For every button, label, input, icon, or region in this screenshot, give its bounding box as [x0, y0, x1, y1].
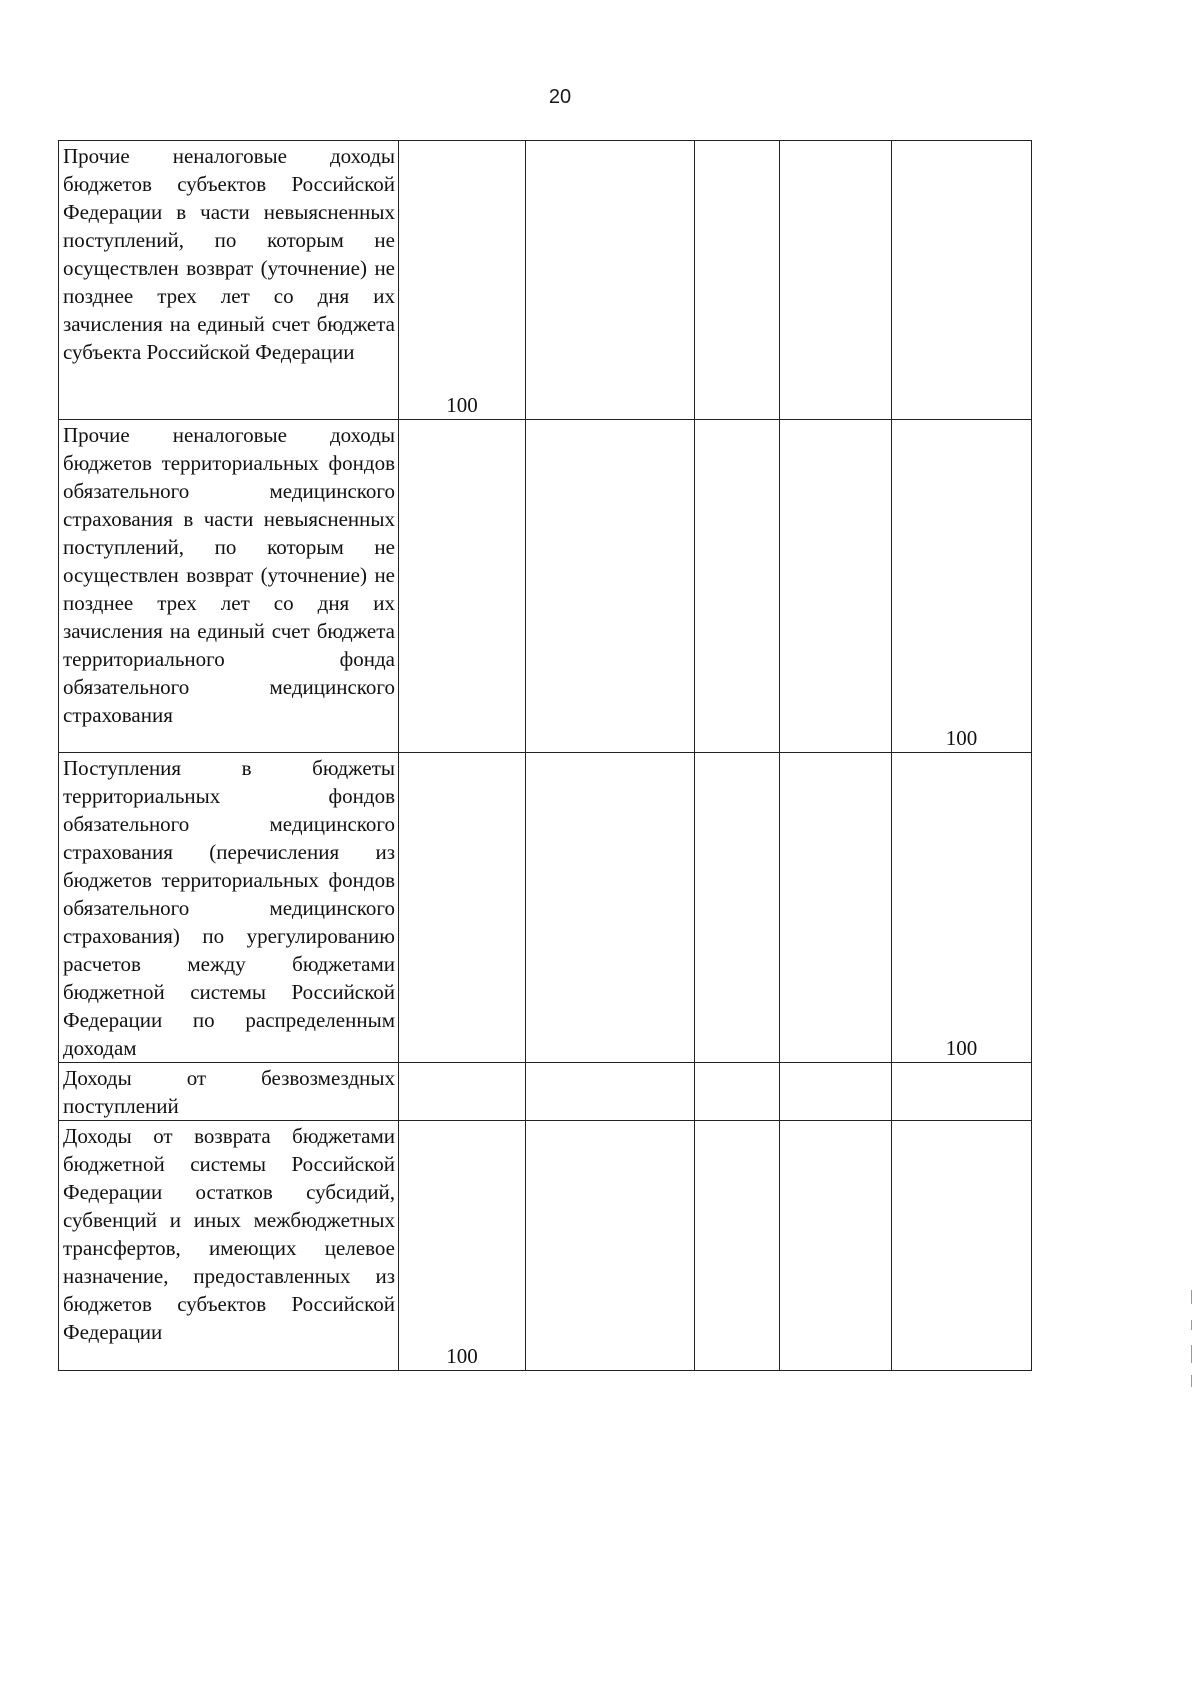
norm-value-cell [526, 753, 695, 1063]
scan-artifact-mark [1191, 1375, 1192, 1387]
norm-value-cell: 100 [892, 753, 1032, 1063]
norm-value-cell [892, 1121, 1032, 1371]
norm-value-cell [695, 1063, 780, 1121]
scan-artifact-mark [1191, 1290, 1192, 1304]
norm-value-cell [780, 753, 892, 1063]
budget-revenue-table [58, 140, 1032, 1371]
norm-value-cell [526, 141, 695, 420]
norm-value-cell [695, 420, 780, 753]
norm-value-cell [526, 420, 695, 753]
norm-value-cell [695, 141, 780, 420]
norm-value-cell [695, 1121, 780, 1371]
norm-value-cell [892, 141, 1032, 420]
norm-value-cell [526, 1063, 695, 1121]
norm-value-cell [399, 1063, 526, 1121]
table-row [59, 420, 1032, 753]
norm-value-cell [695, 753, 780, 1063]
norm-value-cell [399, 420, 526, 753]
revenue-description-cell: Прочие неналоговые доходы бюджетов территориальных фондов обязательного медицинского страхования в части невыясненных поступлений, по которым не осуществлен возврат (уточнение) не позднее трех лет со дня их зачисления на единый счет бюджета территориального фонда обязательного медицинского страхования [59, 420, 399, 753]
table-row [59, 1121, 1032, 1371]
norm-value-cell [780, 420, 892, 753]
page-number: 20 [548, 86, 572, 108]
revenue-description-cell: Поступления в бюджеты территориальных фондов обязательного медицинского страхования (перечисления из бюджетов территориальных фондов обязательного медицинского страхования) по урегулированию расчетов между бюджетами бюджетной системы Российской Федерации по распределенным доходам [59, 753, 399, 1063]
norm-value-cell [780, 141, 892, 420]
norm-value-cell [780, 1121, 892, 1371]
norm-value-cell [780, 1063, 892, 1121]
table-row [59, 141, 1032, 420]
table-row [59, 1063, 1032, 1121]
revenue-description-cell: Прочие неналоговые доходы бюджетов субъектов Российской Федерации в части невыясненных поступлений, по которым не осуществлен возврат (уточнение) не позднее трех лет со дня их зачисления на единый счет бюджета субъекта Российской Федерации [59, 141, 399, 420]
table-row [59, 753, 1032, 1063]
norm-value-cell: 100 [892, 420, 1032, 753]
norm-value-cell [526, 1121, 695, 1371]
norm-value-cell [399, 753, 526, 1063]
scan-artifact-mark [1191, 1345, 1192, 1363]
revenue-description-cell: Доходы от возврата бюджетами бюджетной системы Российской Федерации остатков субсидий, субвенций и иных межбюджетных трансфертов, имеющих целевое назначение, предоставленных из бюджетов субъектов Российской Федерации [59, 1121, 399, 1371]
scan-artifact-mark [1191, 1320, 1192, 1330]
norm-value-cell: 100 [399, 1121, 526, 1371]
norm-value-cell [892, 1063, 1032, 1121]
norm-value-cell: 100 [399, 141, 526, 420]
revenue-description-cell: Доходы от безвозмездных поступлений [59, 1063, 399, 1121]
